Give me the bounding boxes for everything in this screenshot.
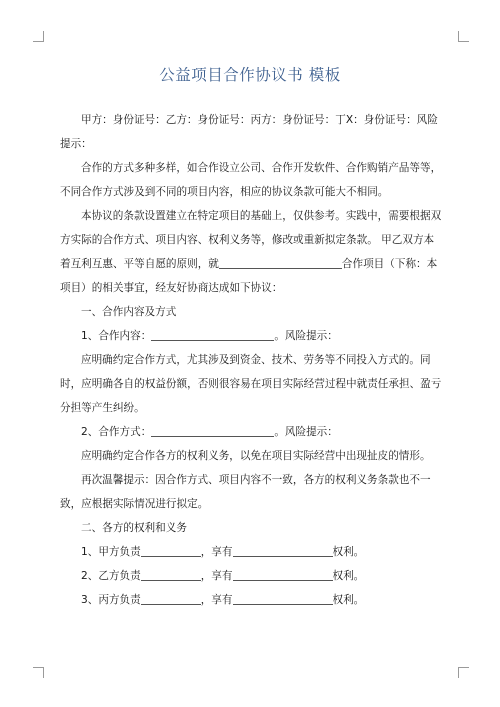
risk-tip-label: 。风险提示： [274,330,338,342]
row-text: 权利。 [332,594,365,606]
document-title: 公益项目合作协议书 模板 [159,66,341,84]
intro-paragraph-2 [60,204,442,300]
item-cooperation-method [60,420,442,444]
party-b-duty-blank[interactable] [141,567,201,581]
party-a-right-blank[interactable] [233,543,333,557]
row-text: 权利。 [332,546,365,558]
party-b-duty-row [60,564,442,588]
page-corner-mark-bottom-right [458,667,469,678]
risk-tip-paragraph-3: 再次温馨提示：因合作方式、项目内容不一致，各方的权利义务条款也不一致，应根据实际情况进行拟定。 [60,474,431,510]
item-cooperation-content [60,324,442,348]
party-c-duty-blank[interactable] [141,591,201,605]
row-text: 权利。 [332,570,365,582]
risk-tip-label: 。风险提示： [274,426,338,438]
page-corner-mark-bottom-left [33,667,44,678]
cooperation-method-blank[interactable] [151,423,274,437]
risk-tip-paragraph-1: 应明确约定合作方式，尤其涉及到资金、技术、劳务等不同投入方式的。同时，应明确各自的权益份额，否则很容易在项目实际经营过程中就责任承担、盈亏分担等产生纠纷。 [60,354,442,414]
intro-paragraph-1: 合作的方式多种多样，如合作设立公司、合作开发软件、合作购销产品等等，不同合作方式涉及到不同的项目内容，相应的协议条款可能大不相同。 [60,162,442,198]
party-a-duty-row [60,540,442,564]
page-corner-mark-top-left [33,31,44,42]
section-heading-1: 一、合作内容及方式 [81,306,177,318]
section-heading-2: 二、各方的权利和义务 [81,522,187,534]
party-c-right-blank[interactable] [233,591,333,605]
item-label: 2、合作方式： [81,426,152,438]
parties-paragraph: 甲方：身份证号：乙方：身份证号：丙方：身份证号：丁X：身份证号：风险提示： [60,114,438,150]
page-corner-mark-top-right [458,31,469,42]
item-label: 1、合作内容： [81,330,152,342]
intro-text-b: 合作项目（下称：本项目）的相关事宜，经友好协商达成如下协议： [60,258,438,294]
row-text: ，享有 [200,546,233,558]
row-text: ，享有 [200,570,233,582]
party-c-duty-row [60,588,442,612]
intro-text-a: 本协议的条款设置建立在特定项目的基础上，仅供参考。实践中，需要根据双方实际的合作方式、项目内容、权利义务等，修改或重新拟定条款。 甲乙双方本着互利互惠、平等自愿的原则，就 [60,210,442,270]
document-body [60,108,442,612]
row-text: 2、乙方负责 [81,570,141,582]
risk-tip-paragraph-2: 应明确约定合作各方的权利义务，以免在项目实际经营中出现扯皮的情形。 [81,450,431,462]
party-b-right-blank[interactable] [233,567,333,581]
party-a-duty-blank[interactable] [141,543,201,557]
cooperation-content-blank[interactable] [151,327,274,341]
project-name-blank[interactable] [219,255,342,269]
row-text: ，享有 [200,594,233,606]
row-text: 1、甲方负责 [81,546,141,558]
row-text: 3、丙方负责 [81,594,141,606]
